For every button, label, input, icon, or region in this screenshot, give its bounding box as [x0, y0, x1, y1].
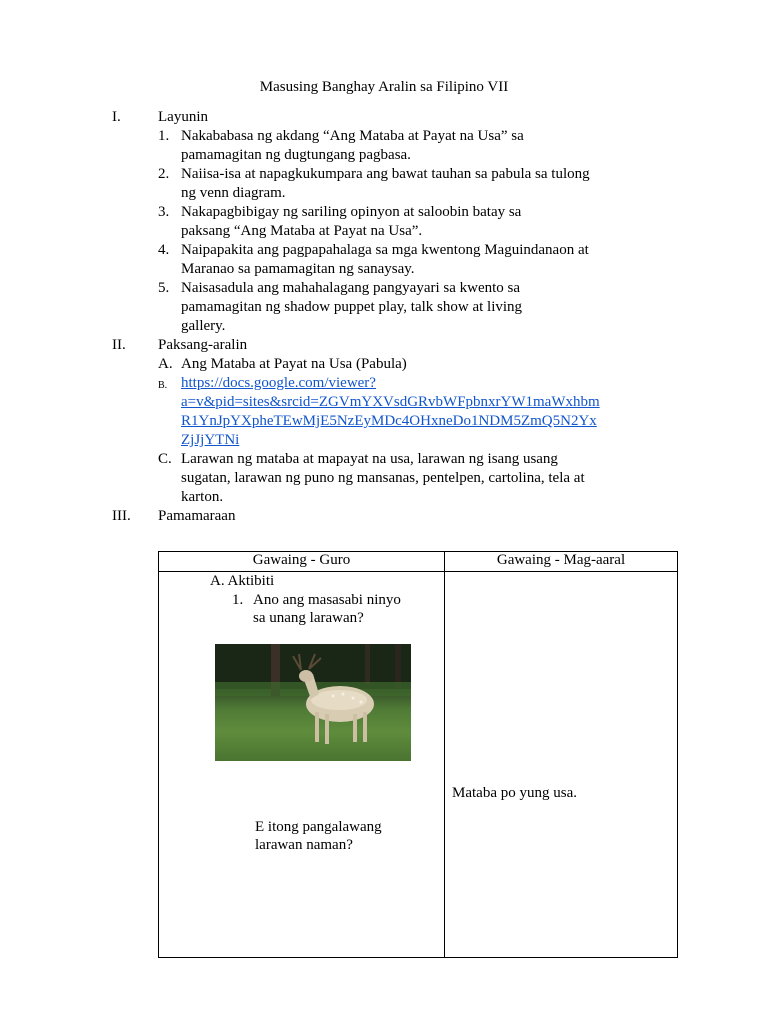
- topic-letter: A.: [158, 356, 173, 372]
- section-numeral: II.: [112, 337, 126, 353]
- objective-line: gallery.: [181, 318, 226, 334]
- header-student: Gawaing - Mag-aaral: [445, 552, 678, 572]
- objective-line: ng venn diagram.: [181, 185, 286, 201]
- topic-letter: C.: [158, 451, 172, 467]
- objective-line: Naisasadula ang mahahalagang pangyayari sa kwento sa: [181, 280, 521, 296]
- section-numeral: III.: [112, 508, 131, 524]
- section-numeral: I.: [112, 109, 121, 125]
- question-line: sa unang larawan?: [253, 610, 364, 626]
- question-line: E itong pangalawang: [255, 819, 382, 835]
- topic-c-line: karton.: [181, 489, 224, 505]
- topic-a-text: Ang Mataba at Payat na Usa (Pabula): [181, 356, 407, 372]
- student-cell: [445, 572, 678, 958]
- question-number: 1.: [232, 592, 244, 608]
- section-heading-paksang-aralin: Paksang-aralin: [158, 337, 248, 353]
- teacher-cell: [159, 572, 445, 958]
- objective-number: 5.: [158, 280, 170, 296]
- resource-link[interactable]: a=v&pid=sites&srcid=ZGVmYXVsdGRvbWFpbnxrYW1maWxhbm: [181, 394, 600, 410]
- resource-link[interactable]: R1YnJpYXpheTEwMjE5NzEyMDc4OHxneDo1NDM5ZmQ5N2Yx: [181, 413, 597, 429]
- deer-illustration: [215, 644, 411, 761]
- table-row: [159, 572, 678, 958]
- student-answer: Mataba po yung usa.: [452, 785, 577, 801]
- objective-number: 1.: [158, 128, 170, 144]
- objective-number: 4.: [158, 242, 170, 258]
- table-header-row: [159, 552, 678, 572]
- objective-number: 3.: [158, 204, 170, 220]
- objective-line: Naiisa-isa at napagkukumpara ang bawat tauhan sa pabula sa tulong: [181, 166, 590, 182]
- resource-link[interactable]: https://docs.google.com/viewer?: [181, 375, 376, 391]
- deer-photo: [215, 644, 411, 761]
- page-title: Masusing Banghay Aralin sa Filipino VII: [259, 79, 509, 95]
- objective-line: Nakababasa ng akdang “Ang Mataba at Payat na Usa” sa: [181, 128, 524, 144]
- topic-c-line: Larawan ng mataba at mapayat na usa, larawan ng isang usang: [181, 451, 558, 467]
- section-heading-pamamaraan: Pamamaraan: [158, 508, 236, 524]
- lesson-plan-table: [158, 551, 678, 958]
- section-heading-layunin: Layunin: [158, 109, 208, 125]
- objective-line: Nakapagbibigay ng sariling opinyon at saloobin batay sa: [181, 204, 522, 220]
- objective-line: paksang “Ang Mataba at Payat na Usa”.: [181, 223, 423, 239]
- header-teacher: Gawaing - Guro: [159, 552, 445, 572]
- activity-heading: A. Aktibiti: [210, 573, 275, 589]
- resource-link[interactable]: ZjJjYTNi: [181, 432, 240, 448]
- objective-line: pamamagitan ng shadow puppet play, talk show at living: [181, 299, 523, 315]
- question-line: larawan naman?: [255, 837, 353, 853]
- objective-number: 2.: [158, 166, 170, 182]
- question-line: Ano ang masasabi ninyo: [253, 592, 401, 608]
- objective-line: Naipapakita ang pagpapahalaga sa mga kwentong Maguindanaon at: [181, 242, 589, 258]
- topic-letter: B.: [158, 380, 168, 391]
- objective-line: Maranao sa pamamagitan ng sanaysay.: [181, 261, 415, 277]
- objective-line: pamamagitan ng dugtungang pagbasa.: [181, 147, 411, 163]
- topic-c-line: sugatan, larawan ng puno ng mansanas, pentelpen, cartolina, tela at: [181, 470, 585, 486]
